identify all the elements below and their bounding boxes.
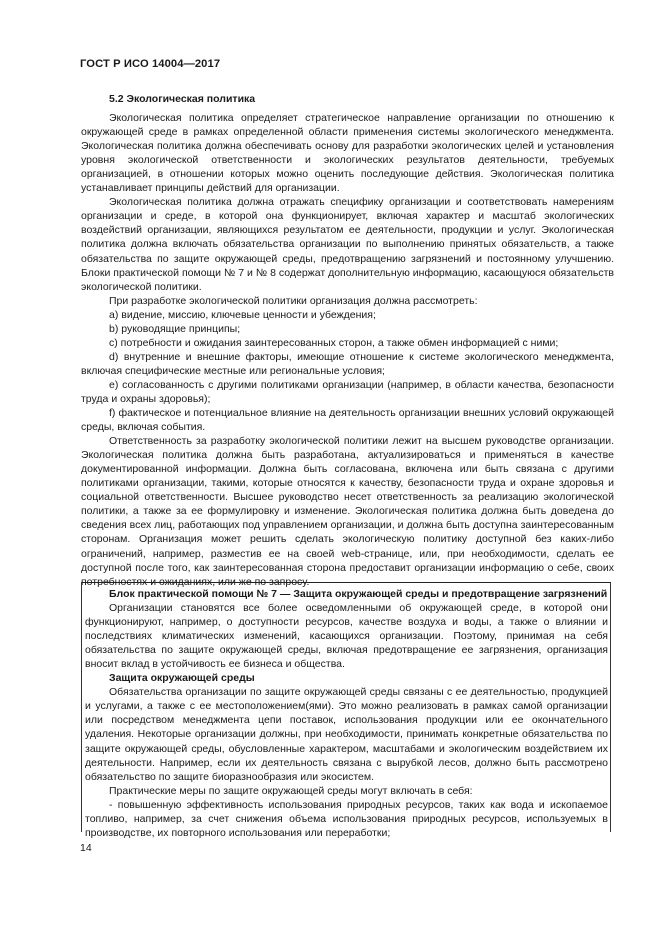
box-paragraph: Практические меры по защите окружающей среды могут включать в себя: xyxy=(109,784,473,797)
box-title: Блок практической помощи № 7 — Защита окружающей среды и предотвращение загрязнений xyxy=(109,588,608,600)
page-number: 14 xyxy=(80,842,92,854)
practical-help-box xyxy=(81,582,611,839)
list-item: e) согласованность с другими политиками организации (например, в области качества, безопасности труда и охраны здоровья); xyxy=(81,378,614,405)
list-item: a) видение, миссию, ключевые ценности и убеждения; xyxy=(109,308,376,321)
paragraph: Ответственность за разработку экологической политики лежит на высшем руководстве организации. Экологическая политика должна быть разработана, актуализироваться и применяться в качестве документированной информации. Должна быть согласована, включена или быть связана с другими политиками организации, такими, которые относятся к качеству, безопасности труда и охране здоровья и социальной ответственности. Высшее руководство несет ответственность за реализацию экологической политики, а также за ее формулировку и изменение. Экологическая политика должна быть доведена до сведения всех лиц, работающих под управлением организации, и должна быть доступна заинтересованным сторонам. Организация может решить сделать экологическую политику доступной без каких-либо ограничений, например, разместив ее на своей web-странице, или, при необходимости, сделать ее доступной после того, как заинтересованная сторона предоставит организации информацию о себе, своих потребностях и ожиданиях, или же по запросу. xyxy=(81,435,614,588)
section-title: 5.2 Экологическая политика xyxy=(109,93,256,105)
section-body xyxy=(81,92,614,589)
box-list-item: - повышенную эффективность использования природных ресурсов, таких как вода и ископаемое топливо, например, за счет снижения объема использования природных ресурсов, используемых в производстве, их повторного использования или переработки; xyxy=(85,798,608,839)
box-paragraph: Организации становятся все более осведомленными об окружающей среде, в которой они функционируют, например, о доступности ресурсов, качестве воздуха и воды, а также о влиянии и последствиях климатических изменений, касающихся организации. Поэтому, принимая на себя обязательства по защите окружающей среды, включая предотвращение ее загрязнения, организация вносит вклад в устойчивость ее бизнеса и общества. xyxy=(85,602,608,671)
list-item: d) внутренние и внешние факторы, имеющие отношение к системе экологического менеджмента, включая специфические местные или региональные условия; xyxy=(81,350,614,377)
paragraph: При разработке экологической политики организация должна рассмотреть: xyxy=(109,294,478,307)
standard-header: ГОСТ Р ИСО 14004—2017 xyxy=(80,58,221,70)
list-item: c) потребности и ожидания заинтересованных сторон, а также обмен информацией с ними; xyxy=(109,336,559,349)
paragraph: Экологическая политика определяет стратегическое направление организации по отношению к окружающей среде в рамках определенной области применения системы экологического менеджмента. Экологическая политика должна обеспечивать основу для разработки экологических целей и установления уровня экологической ответственности и экологических результатов деятельности, требуемых организацией, в отношении которых можно оценить последующие действия. Экологическая политика устанавливает принципы действий для организации. xyxy=(81,112,614,195)
box-paragraph: Обязательства организации по защите окружающей среды связаны с ее деятельностью, продукцией и услугами, а также с ее местоположением(ями). Это можно реализовать в рамках самой организации или посредством менеджмента цепи поставок, использования продукции или ее окончательного удаления. Некоторые организации должны, при необходимости, принимать конкретные обязательства по защите окружающей среды, обусловленные характером, масштабами и экологическим воздействием их деятельности. Например, если их деятельность связана с вырубкой лесов, должно быть рассмотрено обязательство по защите биоразнообразия или экосистем. xyxy=(85,686,608,783)
list-item: b) руководящие принципы; xyxy=(109,322,241,335)
list-item: f) фактическое и потенциальное влияние на деятельность организации внешних условий окружающей среды, включая события. xyxy=(81,407,614,434)
paragraph: Экологическая политика должна отражать специфику организации и соответствовать намерениям организации и среде, в которой она функционирует, включая характер и масштаб экологических воздействий организации, являющихся результатом ее деятельности, продукции и услуг. Экологическая политика должна включать обязательства организации по выполнению принятых обязательств, а также обязательства по защите окружающей среды, предотвращению загрязнений и постоянному улучшению. Блоки практической помощи № 7 и № 8 содержат дополнительную информацию, касающуюся обязательств экологической политики. xyxy=(81,196,614,293)
box-subtitle: Защита окружающей среды xyxy=(109,672,255,685)
